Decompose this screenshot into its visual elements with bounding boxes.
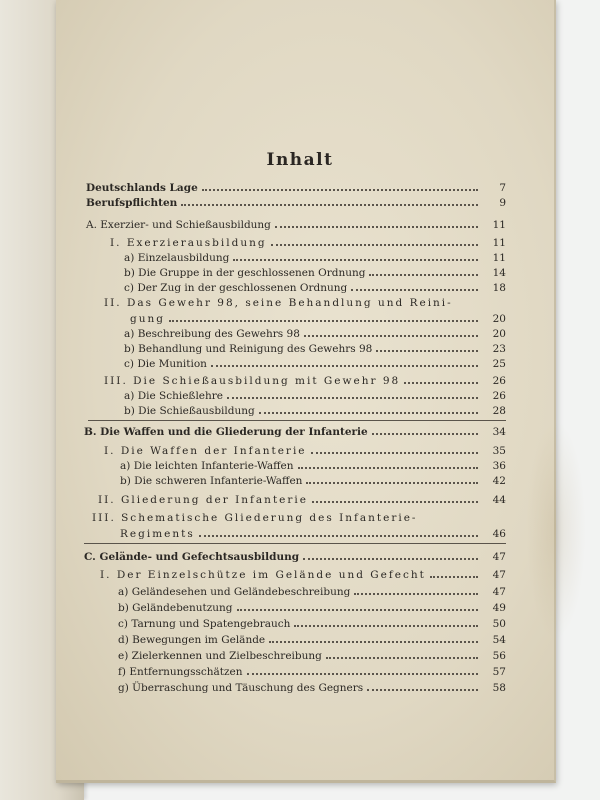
toc-leader-dots: [430, 567, 478, 578]
toc-leader-dots: [351, 280, 478, 291]
toc-entry: [118, 632, 506, 647]
toc-entry-label: II. Das Gewehr 98, seine Behandlung und Reini-: [104, 297, 453, 309]
toc-entry-page: 50: [492, 618, 506, 630]
toc-entry-page: 35: [492, 445, 506, 457]
toc-entry-label: c) Tarnung und Spatengebrauch: [118, 618, 291, 630]
toc-entry-label: II. Gliederung der Infanterie: [98, 494, 308, 506]
toc-entry-label: d) Bewegungen im Gelände: [118, 634, 266, 646]
toc-entry-label: I. Die Waffen der Infanterie: [104, 445, 307, 457]
toc-entry: [118, 584, 506, 599]
toc-entry: [124, 326, 506, 341]
toc-entry-page: 42: [492, 475, 506, 487]
toc-entry: [84, 549, 506, 564]
toc-entry-page: 7: [499, 182, 506, 194]
toc-entry: [124, 356, 506, 371]
toc-entry-label: a) Einzelausbildung: [124, 252, 230, 264]
toc-entry-label: b) Geländebenutzung: [118, 602, 233, 614]
toc-leader-dots: [202, 180, 478, 191]
toc-leader-dots: [211, 356, 478, 367]
toc-entry: [118, 664, 506, 679]
toc-leader-dots: [304, 326, 478, 337]
section-divider: [84, 543, 506, 544]
toc-entry-page: 47: [492, 569, 506, 581]
toc-entry: [118, 616, 506, 631]
toc-entry-label: Berufspflichten: [86, 197, 178, 209]
toc-entry: [124, 265, 506, 280]
toc-leader-dots: [269, 632, 478, 643]
toc-entry-label: III. Schematische Gliederung des Infanterie-: [92, 512, 418, 524]
toc-entry: [98, 492, 506, 507]
toc-leader-dots: [294, 616, 478, 627]
toc-entry-page: 46: [492, 528, 506, 540]
toc-entry-page: 26: [492, 390, 506, 402]
toc-entry-label: e) Zielerkennen und Zielbeschreibung: [118, 650, 322, 662]
toc-leader-dots: [259, 403, 478, 414]
toc-entry-page: 47: [492, 586, 506, 598]
toc-entry-page: 26: [492, 375, 506, 387]
toc-entry-label: a) Die Schießlehre: [124, 390, 224, 402]
toc-entry-page: 25: [492, 358, 506, 370]
toc-entry-page: 20: [492, 328, 506, 340]
toc-entry-page: 11: [492, 219, 506, 231]
toc-entry-label: f) Entfernungsschätzen: [118, 666, 243, 678]
toc-entry: [84, 424, 506, 439]
toc-entry-label: b) Die schweren Infanterie-Waffen: [120, 475, 303, 487]
toc-entry-page: 47: [492, 551, 506, 563]
toc-leader-dots: [367, 680, 478, 691]
toc-entry: [104, 443, 506, 458]
toc-leader-dots: [181, 195, 478, 206]
toc-entry-page: 56: [492, 650, 506, 662]
toc-entry-label: III. Die Schießausbildung mit Gewehr 98: [104, 375, 401, 387]
toc-leader-dots: [275, 217, 478, 228]
toc-entry-label: c) Der Zug in der geschlossenen Ordnung: [124, 282, 348, 294]
toc-entry: [124, 341, 506, 356]
toc-leader-dots: [237, 600, 478, 611]
toc-entry-label: a) Die leichten Infanterie-Waffen: [120, 460, 294, 472]
toc-entry-label: Regiments: [120, 528, 195, 540]
toc-leader-dots: [311, 443, 478, 454]
toc-entry: [118, 648, 506, 663]
toc-entry-page: 18: [492, 282, 506, 294]
toc-entry: [120, 526, 506, 541]
toc-entry-page: 9: [499, 197, 506, 209]
toc-entry: [100, 567, 506, 582]
toc-leader-dots: [326, 648, 478, 659]
toc-entry-page: 11: [492, 252, 506, 264]
toc-entry-label: B. Die Waffen und die Gliederung der Infanterie: [84, 426, 368, 438]
toc-entry-page: 58: [492, 682, 506, 694]
toc-entry-label: c) Die Munition: [124, 358, 207, 370]
toc-entry: [120, 458, 506, 473]
toc-leader-dots: [298, 458, 478, 469]
toc-entry-page: 28: [492, 405, 506, 417]
toc-entry-page: 20: [492, 313, 506, 325]
toc-entry-label: a) Beschreibung des Gewehrs 98: [124, 328, 300, 340]
section-divider: [88, 420, 506, 421]
toc-leader-dots: [227, 388, 478, 399]
toc-entry-label: g) Überraschung und Täuschung des Gegners: [118, 682, 364, 694]
toc-entry-label: a) Geländesehen und Geländebeschreibung: [118, 586, 351, 598]
toc-entry: [86, 180, 506, 195]
toc-leader-dots: [303, 549, 478, 560]
page-title: Inhalt: [266, 150, 334, 170]
toc-entry: [130, 311, 506, 326]
toc-entry-label: gung: [130, 313, 165, 325]
toc-entry-label: A. Exerzier- und Schießausbildung: [86, 219, 271, 231]
toc-leader-dots: [306, 473, 478, 484]
toc-entry-label: b) Die Gruppe in der geschlossenen Ordnung: [124, 267, 366, 279]
toc-entry-label: Deutschlands Lage: [86, 182, 198, 194]
toc-leader-dots: [199, 526, 478, 537]
toc-leader-dots: [271, 235, 478, 246]
toc-leader-dots: [169, 311, 478, 322]
toc-entry-page: 11: [492, 237, 506, 249]
toc-entry-label: b) Behandlung und Reinigung des Gewehrs 98: [124, 343, 373, 355]
toc-leader-dots: [233, 250, 478, 261]
toc-leader-dots: [376, 341, 478, 352]
toc-entry: [86, 217, 506, 232]
toc-leader-dots: [369, 265, 478, 276]
toc-entry-label: I. Exerzierausbildung: [110, 237, 267, 249]
toc-entry: [110, 235, 506, 250]
toc-entry: [104, 373, 506, 388]
toc-leader-dots: [354, 584, 478, 595]
toc-leader-dots: [372, 424, 478, 435]
toc-entry-label: b) Die Schießausbildung: [124, 405, 255, 417]
toc-entry-page: 44: [492, 494, 506, 506]
toc-entry-page: 49: [492, 602, 506, 614]
toc-entry: [86, 195, 506, 210]
toc-entry: [124, 280, 506, 295]
toc-entry-label: C. Gelände- und Gefechtsausbildung: [84, 551, 300, 563]
toc-entry-page: 23: [492, 343, 506, 355]
toc-entry-page: 54: [492, 634, 506, 646]
toc-entry-page: 14: [492, 267, 506, 279]
toc-entry-page: 34: [492, 426, 506, 438]
toc-entry-page: 57: [492, 666, 506, 678]
toc-leader-dots: [247, 664, 478, 675]
toc-entry: [124, 403, 506, 418]
toc-entry: [124, 388, 506, 403]
toc-entry-page: 36: [492, 460, 506, 472]
toc-leader-dots: [404, 373, 478, 384]
toc-entry: [118, 680, 506, 695]
toc-leader-dots: [312, 492, 478, 503]
toc-entry-label: I. Der Einzelschütze im Gelände und Gefecht: [100, 569, 426, 581]
toc-entry: [120, 473, 506, 488]
toc-entry: [124, 250, 506, 265]
toc-entry: [118, 600, 506, 615]
